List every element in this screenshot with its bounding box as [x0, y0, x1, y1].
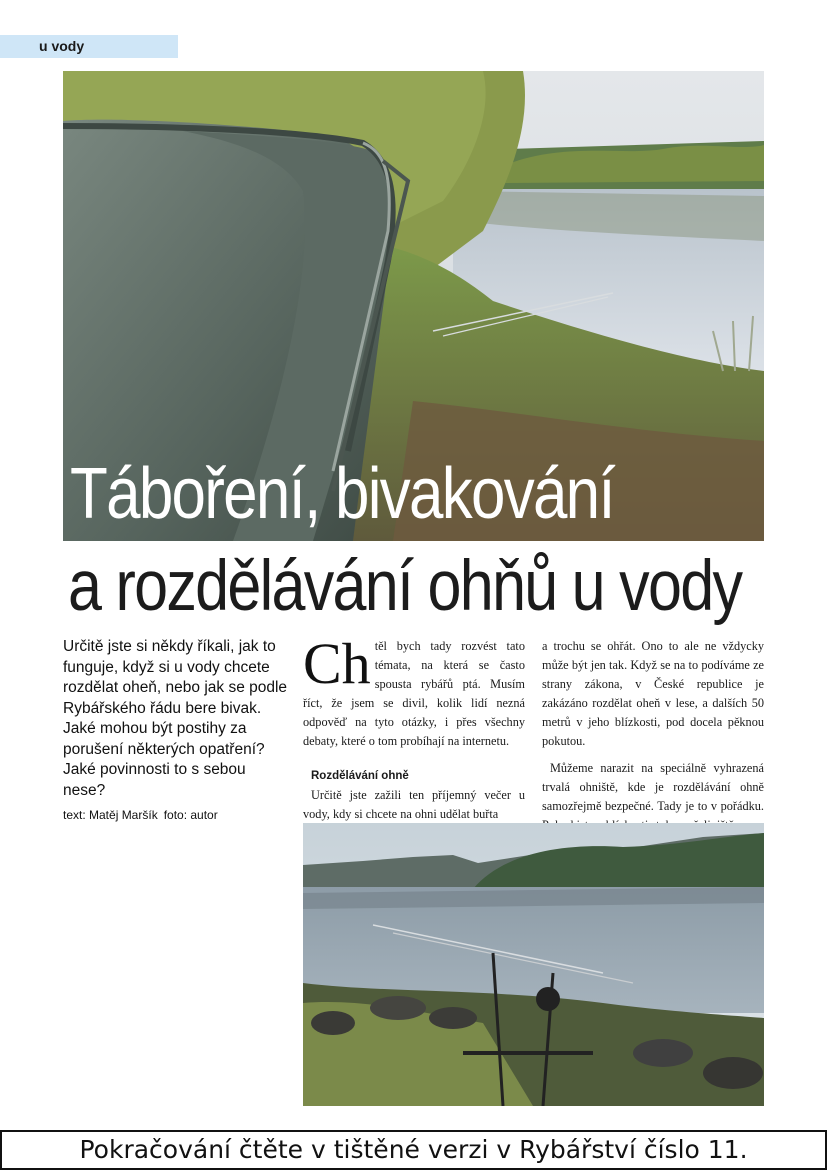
drop-cap: Ch [303, 631, 371, 696]
credits [63, 808, 218, 822]
column-2-paragraph-1: a trochu se ohřát. Ono to ale ne vždycky může být jen tak. Když se na to podíváme ze strany zákona, v České republice je zakázáno rozdělat oheň v lese, a dalších 50 metrů v jeho blízkosti, pod docela pěknou pokutou. [542, 639, 764, 748]
fishing-rods-image [303, 823, 764, 1106]
article-column-2 [542, 637, 764, 835]
section-label: u vody [39, 38, 85, 54]
article-paragraph-2: Určitě jste zažili ten příjemný večer u vody, kdy si chcete na ohni udělat buřta [303, 788, 525, 821]
photo-credit: foto: autor [163, 808, 218, 822]
author-credit: text: Matěj Maršík [63, 808, 158, 822]
hero-photo [63, 71, 764, 541]
second-photo [303, 823, 764, 1106]
footer-banner [0, 1130, 827, 1170]
article-paragraph-1 [303, 631, 525, 751]
footer-text: Pokračování čtěte v tištěné verzi v Rybářství číslo 11. [79, 1135, 748, 1164]
paragraph-1-text: těl bych tady rozvést tato témata, na která se často spousta rybářů ptá. Musím říct, že jsem se divil, kolik lidí nezná odpověď na tyto otázky, i přes všechny debaty, které o tom probíhají na internetu. [303, 639, 525, 748]
article-subtitle: a rozdělávání ohňů u vody [68, 547, 742, 626]
article-column-1 [303, 631, 525, 824]
subheading: Rozdělávání ohně [311, 770, 409, 782]
hero-title: Táboření, bivakování [70, 454, 614, 534]
column-2-paragraph-2: Můžeme narazit na speciálně vyhrazená trvalá ohniště, kde je rozdělávání ohně samozřejmě bezpečné. Tady je to v pořádku. [542, 761, 764, 813]
section-tab [0, 35, 178, 58]
lead-paragraph: Určitě jste si někdy říkali, jak to funguje, když si u vody chcete rozdělat oheň, nebo jak se podle Rybářského řádu bere bivak. Jaké mohou být postihy za porušení některých opatření? Jaké povinnosti to s sebou nese? [63, 638, 288, 799]
